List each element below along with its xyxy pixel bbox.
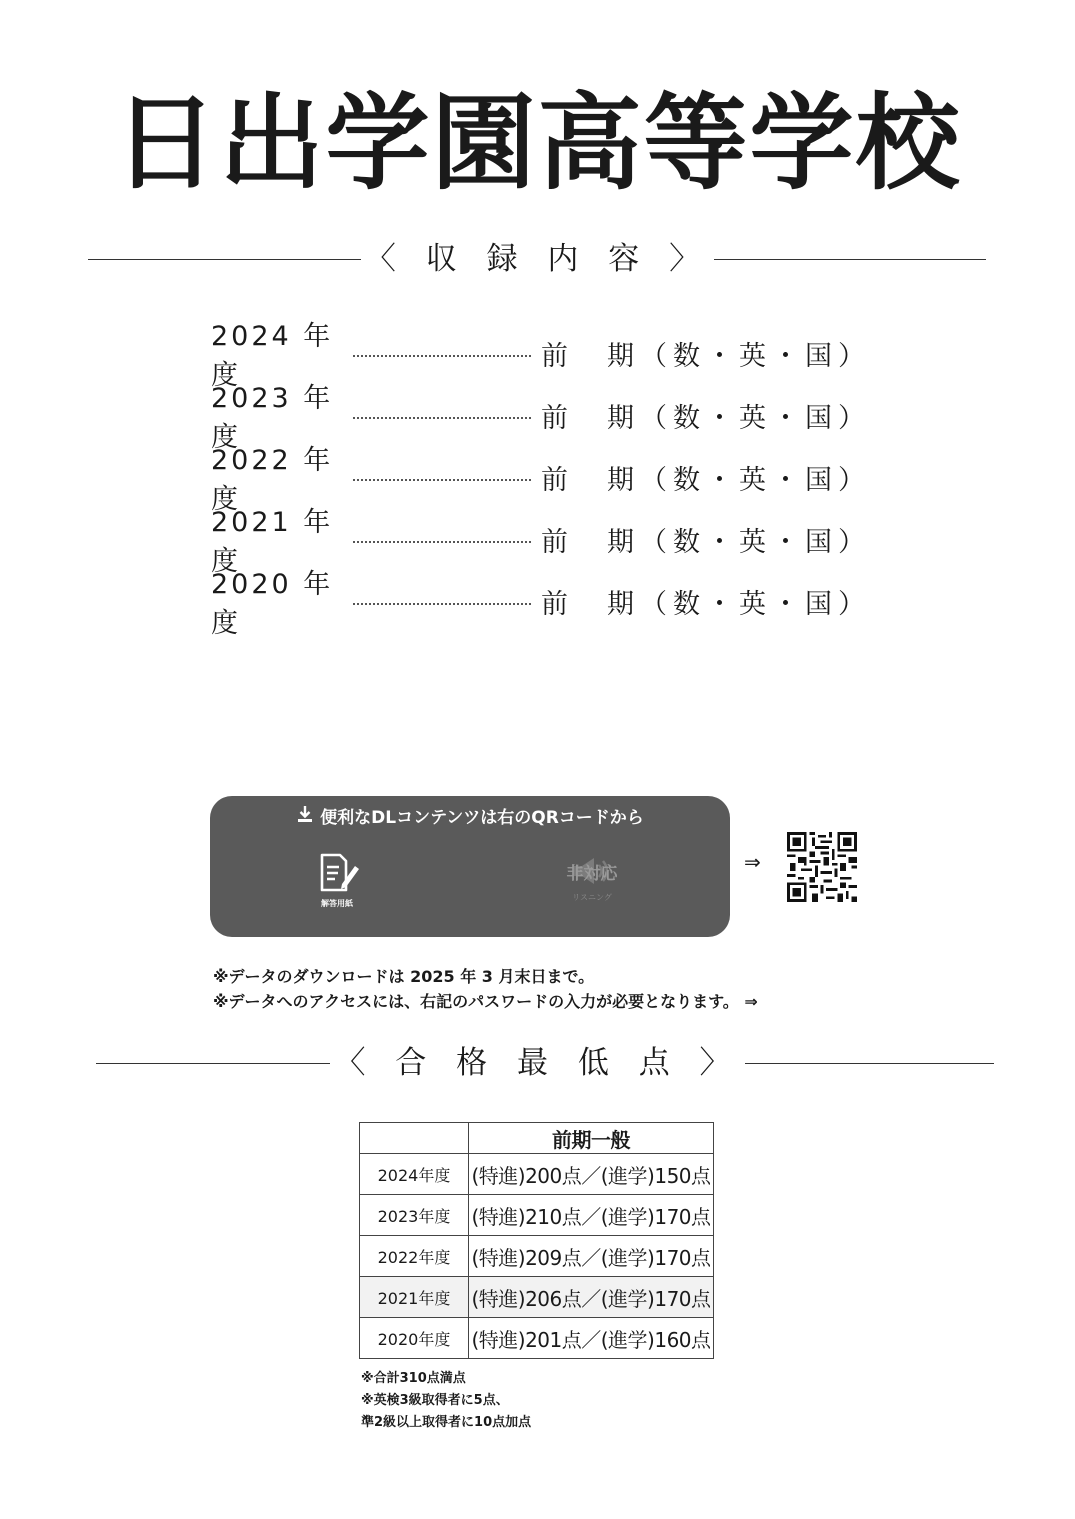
footnote-line: ※合計310点満点 (361, 1371, 466, 1386)
note-line: ※データのダウンロードは 2025 年 3 月末日まで。 (213, 967, 595, 986)
download-header (210, 804, 730, 832)
footnote-line: ※英検3級取得者に5点、 (361, 1393, 509, 1408)
year-cell: 2024年度 (360, 1154, 469, 1195)
dot-leader (353, 603, 531, 605)
school-title: 日出学園高等学校 (113, 82, 962, 204)
listening-item (556, 856, 628, 904)
column-header: 前期一般 (469, 1123, 714, 1154)
table-corner-cell (360, 1123, 469, 1154)
year-cell: 2021年度 (360, 1277, 469, 1318)
download-notes (213, 964, 758, 1014)
listening-caption: リスニング (572, 893, 612, 902)
contents-row (211, 445, 871, 515)
year-cell: 2020年度 (360, 1318, 469, 1359)
contents-year: 2024 年度 (211, 321, 334, 391)
dot-leader (353, 479, 531, 481)
contents-period: 前 期（数・英・国） (541, 402, 871, 434)
contents-heading (0, 236, 1075, 282)
note-line: ※データへのアクセスには、右記のパスワードの入力が必要となります。 ⇒ (213, 992, 758, 1011)
not-supported-badge: 非対応 (566, 864, 618, 884)
download-header-text: 便利なDLコンテンツは右のQRコードから (320, 808, 644, 828)
contents-row (211, 507, 871, 577)
table-header-row (360, 1123, 714, 1154)
dot-leader (353, 355, 531, 357)
contents-period: 前 期（数・英・国） (541, 588, 871, 620)
score-cell: (特進)209点／(進学)170点 (469, 1236, 714, 1277)
contents-heading-label: 〈 収 録 内 容 〉 (361, 241, 714, 277)
contents-year: 2021 年度 (211, 507, 334, 577)
answer-sheet-caption: 解答用紙 (321, 899, 353, 908)
score-cell: (特進)210点／(進学)170点 (469, 1195, 714, 1236)
score-cell: (特進)206点／(進学)170点 (469, 1277, 714, 1318)
contents-row (211, 569, 871, 639)
qr-arrow: ⇒ (744, 850, 761, 874)
contents-year: 2023 年度 (211, 383, 334, 453)
contents-year: 2022 年度 (211, 445, 334, 515)
contents-row (211, 321, 871, 391)
table-row (360, 1154, 714, 1195)
score-cell: (特進)200点／(進学)150点 (469, 1154, 714, 1195)
score-footnotes (361, 1368, 531, 1434)
contents-period: 前 期（数・英・国） (541, 340, 871, 372)
answer-sheet-icon (314, 850, 360, 894)
contents-year: 2020 年度 (211, 569, 334, 639)
passing-heading (0, 1040, 1075, 1086)
download-panel (210, 796, 730, 937)
passing-score-table (359, 1122, 714, 1359)
contents-list (211, 321, 871, 639)
contents-period: 前 期（数・英・国） (541, 464, 871, 496)
table-row (360, 1236, 714, 1277)
contents-period: 前 期（数・英・国） (541, 526, 871, 558)
dot-leader (353, 417, 531, 419)
table-row (360, 1318, 714, 1359)
passing-heading-label: 〈 合 格 最 低 点 〉 (330, 1045, 744, 1081)
year-cell: 2023年度 (360, 1195, 469, 1236)
score-cell: (特進)201点／(進学)160点 (469, 1318, 714, 1359)
answer-sheet-download[interactable] (314, 850, 360, 910)
year-cell: 2022年度 (360, 1236, 469, 1277)
footnote-line: 準2級以上取得者に10点加点 (361, 1415, 532, 1430)
download-icon (296, 804, 314, 832)
table-row (360, 1277, 714, 1318)
dot-leader (353, 541, 531, 543)
qr-code[interactable] (787, 832, 857, 902)
contents-row (211, 383, 871, 453)
table-row (360, 1195, 714, 1236)
